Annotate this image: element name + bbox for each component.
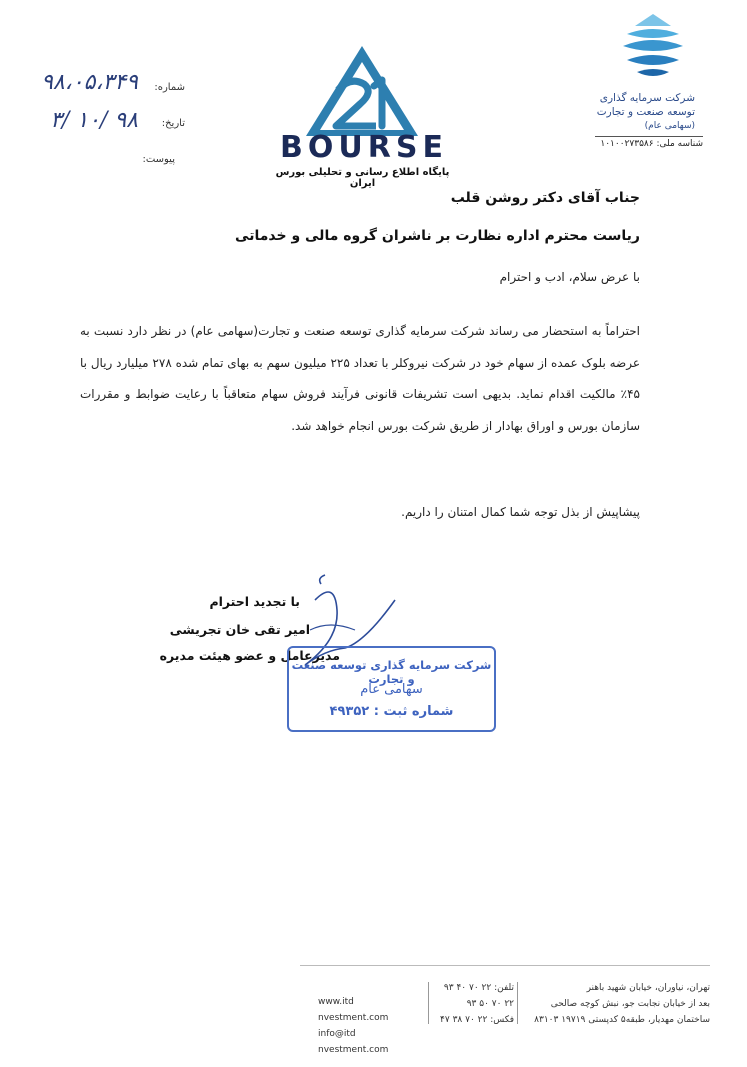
date-value: ۹۸ /۱۰ /۳ [50, 108, 138, 133]
fax-number: ۲۲ ۷۰ ۳۸ ۴۷ [440, 1015, 488, 1025]
attachment-label: پیوست: [142, 154, 175, 165]
company-wave-icon [613, 12, 693, 82]
number-label: شماره: [154, 82, 185, 93]
fax-label: فکس: [490, 1015, 514, 1025]
bourse-wordmark: BOURSE [280, 130, 448, 165]
bourse-logo [270, 40, 455, 189]
address-line3: ساختمان مهدیار، طبقه۵ کدپستی ۱۹۷۱۹ ۸۳۱۰۳ [534, 1015, 710, 1025]
closing-line: با تجدید احترام [209, 594, 300, 609]
stamp-line3: شماره ثبت : ۴۹۳۵۲ [329, 704, 454, 719]
stamp-line1: شرکت سرمایه گذاری توسعه صنعت و تجارت [291, 658, 492, 686]
greeting: با عرض سلام، ادب و احترام [499, 270, 640, 284]
signatory-name: امیر تقی خان تجریشی [169, 622, 310, 637]
recipient-title: ریاست محترم اداره نظارت بر ناشران گروه مالی و خدماتی [235, 228, 640, 244]
phone-2: ۲۲ ۷۰ ۵۰ ۹۳ [466, 999, 514, 1009]
company-name-line2: توسعه صنعت و تجارت [596, 106, 695, 118]
phone-label: تلفن: [494, 983, 514, 993]
thanks-line: پیشاپیش از بذل توجه شما کمال امتنان را داریم. [401, 505, 640, 519]
phone-1: ۲۲ ۷۰ ۴۰ ۹۳ [443, 983, 492, 993]
footer-separator-1 [517, 982, 518, 1024]
number-value: ۹۸،۰۵،۳۴۹ [41, 70, 138, 95]
address-line2: بعد از خیابان نجابت جو، نبش کوچه صالحی [550, 999, 710, 1009]
company-name-line1: شرکت سرمایه گذاری [599, 92, 695, 104]
fax-row [432, 1012, 514, 1028]
letter-paragraph: احتراماً به استحضار می رساند شرکت سرمایه گذاری توسعه صنعت و تجارت(سهامی عام) در نظر دارد نسبت به عرضه بلوک عمده از سهام خود در شرکت نیروکلر با تعداد ۲۲۵ میلیون سهم به بهای تمام شده ۲۷۸ میلیارد ریال با ۴۵٪ مالکیت اقدام نماید. بدیهی است تشریفات قانونی فرآیند فروش سهام متعاقباً با رعایت ضوابط و مقررات سازمان بورس و اوراق بهادار از طریق شرکت بورس انجام خواهد شد. [80, 324, 641, 433]
footer-address [520, 980, 710, 1028]
company-stamp [287, 646, 496, 732]
recipient-name: جناب آقای دکتر روشن قلب [450, 190, 640, 206]
stamp-line2: سهامی عام [360, 682, 423, 697]
signatory-position: مدیرعامل و عضو هیئت مدیره [159, 648, 340, 663]
footer-phones [432, 980, 514, 1028]
email-link[interactable]: info@itd nvestment.com [318, 1029, 389, 1055]
date-label: تاریخ: [161, 118, 185, 129]
bourse-subtitle: پایگاه اطلاع رسانی و تحلیلی بورس ایران [275, 167, 450, 189]
website-link[interactable]: www.itd nvestment.com [318, 997, 389, 1023]
bourse-triangle-icon [270, 40, 455, 140]
company-national-id: شناسه ملی: ۱۰۱۰۰۲۷۳۵۸۶ [595, 136, 703, 149]
footer-separator-2 [428, 982, 429, 1024]
footer-web [318, 994, 424, 1058]
company-name-line3: (سهامی عام) [644, 121, 695, 131]
address-line1: تهران، نیاوران، خیابان شهید باهنر [586, 983, 710, 993]
phone-row1 [432, 980, 514, 996]
footer-divider [300, 965, 710, 966]
phone-row2 [432, 996, 514, 1012]
company-logo [595, 12, 710, 152]
